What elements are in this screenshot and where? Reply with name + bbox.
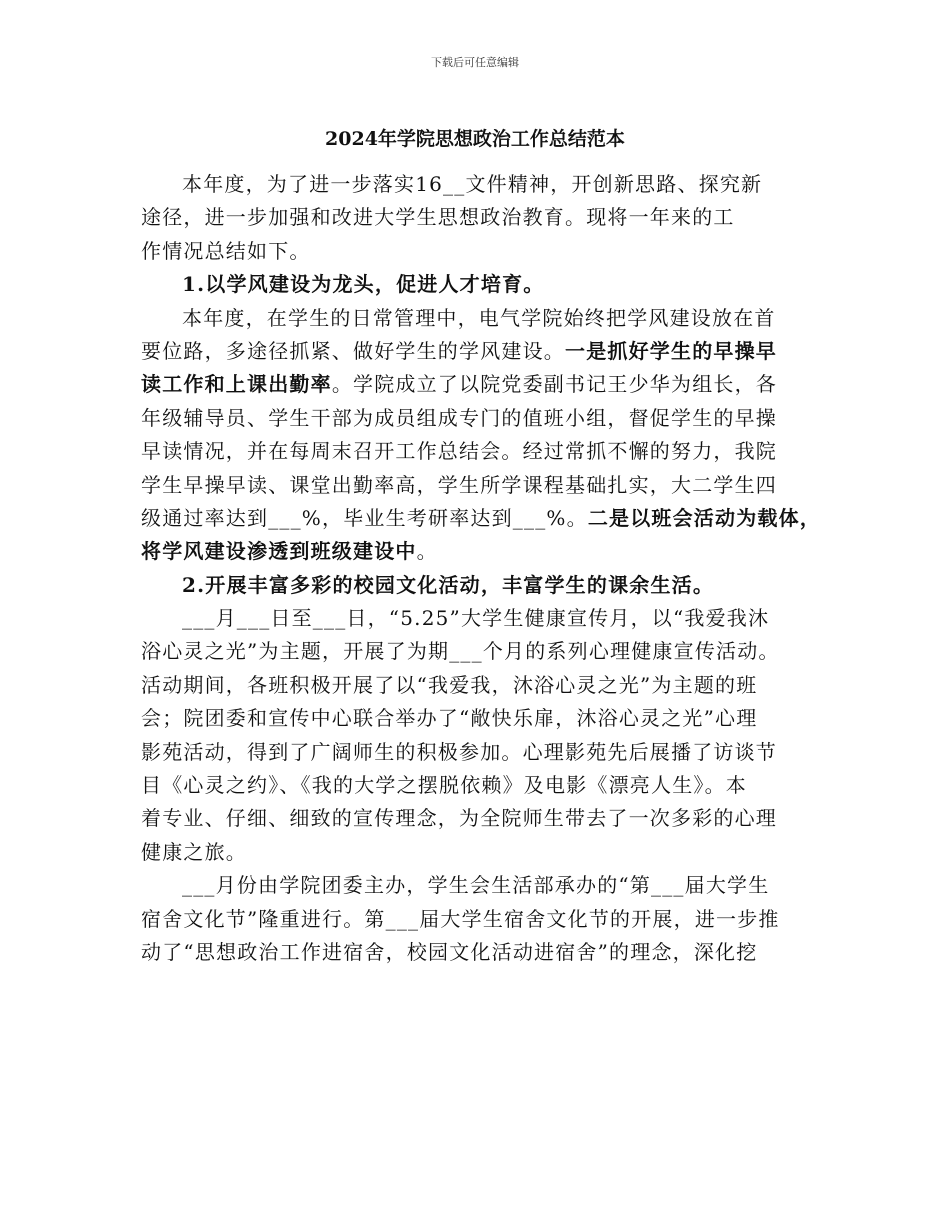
paragraph-line: 目《心灵之约》、《我的大学之摆脱依赖》及电影《漂亮人生》。本 <box>141 773 747 798</box>
text-run: 级通过率达到___%，毕业生考研率达到___%。 <box>141 505 588 530</box>
bold-text-run: 读工作和上课出勤率 <box>141 372 332 397</box>
paragraph-line <box>141 335 813 368</box>
paragraph-line: ___月份由学院团委主办，学生会生活部承办的“第___届大学生 <box>182 873 770 898</box>
paragraph-line: 本年度，为了进一步落实16__文件精神，开创新思路、探究新 <box>182 172 763 196</box>
header-note: 下载后可任意编辑 <box>431 56 519 69</box>
paragraph-line: 动了“思想政治工作进宿舍，校园文化活动进宿舍”的理念，深化挖 <box>141 939 758 964</box>
document-body <box>141 168 822 969</box>
paragraph-line <box>141 535 813 568</box>
text-run: 。 <box>416 539 438 564</box>
paragraph-line: 本年度，在学生的日常管理中，电气学院始终把学风建设放在首 <box>182 305 776 330</box>
text-run: 要位路，多途径抓紧、做好学生的学风建设。 <box>141 338 565 363</box>
paragraph-line: 健康之旅。 <box>141 839 247 864</box>
paragraph-line <box>141 368 813 401</box>
paragraph-line <box>141 502 822 535</box>
paragraph-line: 会；院团委和宣传中心联合举办了“敞快乐扉，沐浴心灵之光”心理 <box>141 706 758 731</box>
paragraph-line: ___月___日至___日，“5.25”大学生健康宣传月，以“我爱我沐 <box>182 606 770 631</box>
bold-text-run: 二是以班会活动为载体， <box>587 505 822 530</box>
paragraph-line: 途径，进一步加强和改进大学生思想政治教育。现将一年来的工 <box>141 205 735 230</box>
paragraph-line: 浴心灵之光”为主题，开展了为期___个月的系列心理健康宣传活动。 <box>141 639 780 664</box>
text-run: 。学院成立了以院党委副书记王少华为组长，各 <box>331 372 778 397</box>
section-heading-1: 1.以学风建设为龙头，促进人才培育。 <box>182 272 545 297</box>
paragraph-line: 宿舍文化节”隆重进行。第___届大学生宿舍文化节的开展，进一步推 <box>141 906 780 931</box>
bold-text-run: 一是抓好学生的早操早 <box>565 338 777 363</box>
paragraph-line: 年级辅导员、学生干部为成员组成专门的值班小组，督促学生的早操 <box>141 405 777 430</box>
paragraph-line: 着专业、仔细、细致的宣传理念，为全院师生带去了一次多彩的心理 <box>141 806 777 831</box>
paragraph-line: 影苑活动，得到了广阔师生的积极参加。心理影苑先后展播了访谈节 <box>141 739 777 764</box>
paragraph-line: 早读情况，并在每周末召开工作总结会。经过常抓不懈的努力，我院 <box>141 439 777 464</box>
section-heading-2: 2.开展丰富多彩的校园文化活动，丰富学生的课余生活。 <box>182 572 715 597</box>
paragraph-line: 活动期间，各班积极开展了以“我爱我，沐浴心灵之光”为主题的班 <box>141 672 758 697</box>
document-title: 2024年学院思想政治工作总结范本 <box>325 128 625 150</box>
bold-text-run: 将学风建设渗透到班级建设中 <box>141 539 417 564</box>
paragraph-line: 作情况总结如下。 <box>141 238 311 263</box>
paragraph-line: 学生早操早读、课堂出勤率高，学生所学课程基础扎实，大二学生四 <box>141 472 777 497</box>
